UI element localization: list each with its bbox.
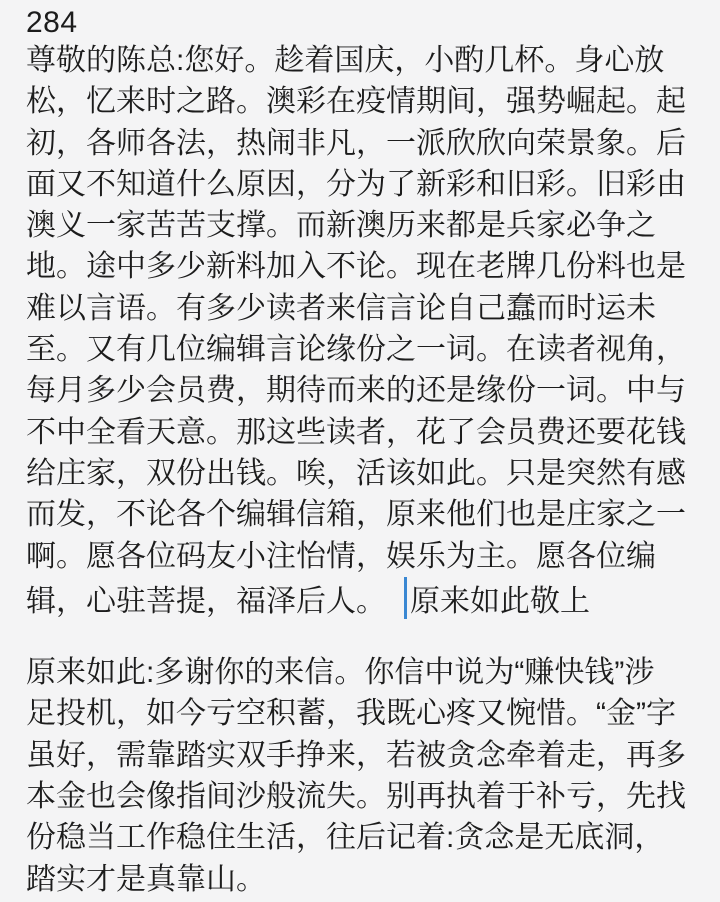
text-line: 虽好，需靠踏实双手挣来，若被贪念牵着走，再多 (26, 738, 686, 772)
text-line: 原来如此:多谢你的来信。你信中说为“赚快钱”涉 (26, 656, 655, 690)
letter-paragraph (26, 40, 694, 577)
letter-closing-line (26, 577, 694, 618)
text-line: 不中全看天意。那这些读者，花了会员费还要花钱 (26, 415, 686, 449)
text-line: 澳义一家苦苦支撑。而新澳历来都是兵家必争之 (26, 209, 656, 243)
text-line: 面又不知道什么原因，分为了新彩和旧彩。旧彩由 (26, 167, 686, 201)
reply-paragraph (26, 652, 694, 900)
text-line: 啊。愿各位码友小注怡情，娱乐为主。愿各位编 (26, 539, 656, 573)
signature-text: 原来如此敬上 (410, 584, 590, 618)
text-line: 本金也会像指间沙般流失。别再执着于补亏，先找 (26, 780, 686, 814)
text-line: 份稳当工作稳住生活，往后记着:贪念是无底洞， (26, 821, 665, 855)
text-line: 初，各师各法，热闹非凡，一派欣欣向荣景象。后 (26, 126, 686, 160)
text-line: 难以言语。有多少读者来信言论自己蠢而时运未 (26, 291, 656, 325)
text-line: 而发，不论各个编辑信箱，原来他们也是庄家之一 (26, 498, 686, 532)
text-line: 地。途中多少新料加入不论。现在老牌几份料也是 (26, 250, 686, 284)
closing-text: 辑，心驻菩提，福泽后人。 (26, 584, 386, 618)
text-line: 至。又有几位编辑言论缘份之一词。在读者视角， (26, 333, 686, 367)
text-line: 松，忆来时之路。澳彩在疫情期间，强势崛起。起 (26, 85, 686, 119)
text-cursor-caret[interactable] (404, 577, 407, 619)
text-line: 给庄家，双份出钱。唉，活该如此。只是突然有感 (26, 456, 686, 490)
text-line: 每月多少会员费，期待而来的还是缘份一词。中与 (26, 374, 686, 408)
text-line: 足投机，如今亏空积蓄，我既心疼又惋惜。“金”字 (26, 697, 676, 731)
page-number: 284 (26, 6, 78, 39)
text-line: 尊敬的陈总:您好。趁着国庆，小酌几杯。身心放 (26, 44, 665, 77)
text-line: 踏实才是真靠山。 (26, 862, 266, 896)
